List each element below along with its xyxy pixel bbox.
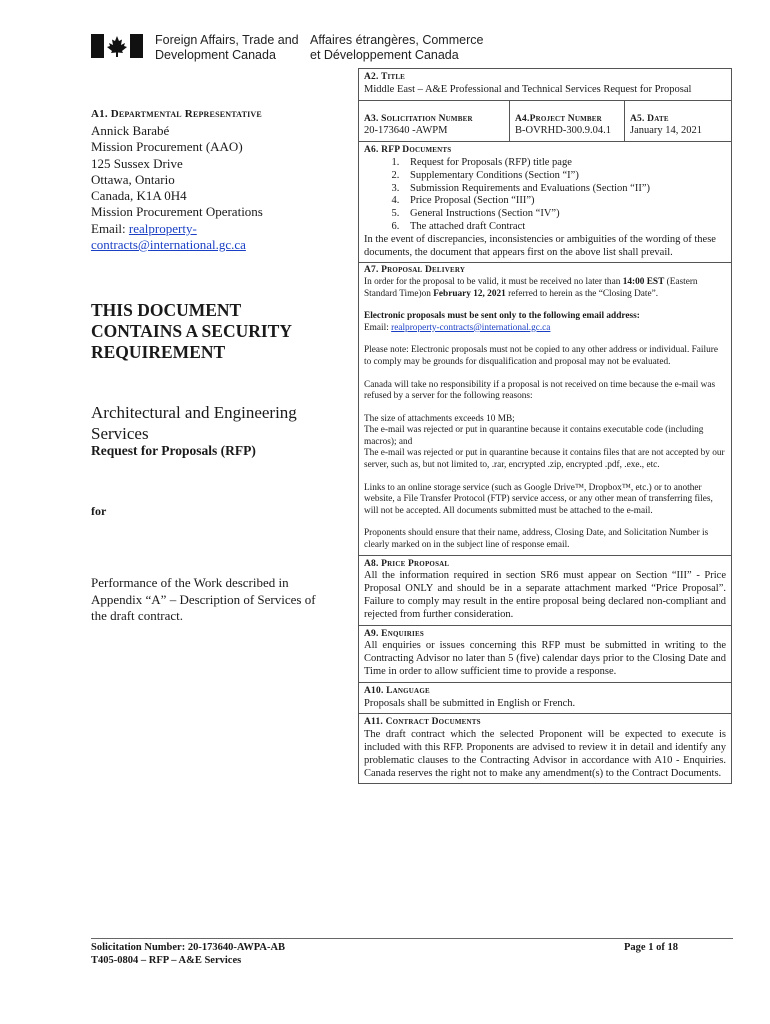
rfp-subtitle: Request for Proposals (RFP) bbox=[91, 443, 256, 458]
page-number: Page 1 of 18 bbox=[624, 942, 678, 953]
list-item: 5. General Instructions (Section “IV”) bbox=[402, 208, 726, 221]
department-name-fr: Affaires étrangères, Commerce et Développement Canada bbox=[310, 33, 484, 62]
price-proposal-cell bbox=[359, 555, 731, 625]
footer-solicitation: Solicitation Number: 20-173640-AWPA-AB T405-0804 – RFP – A&E Services bbox=[91, 942, 286, 966]
list-item: 3. Submission Requirements and Evaluations (Section “II”) bbox=[402, 183, 726, 196]
list-item: 6. The attached draft Contract bbox=[402, 221, 726, 234]
project-number-label: A4.Project Number bbox=[515, 113, 602, 124]
solicitation-row bbox=[359, 100, 731, 142]
responsibility-text: Canada will take no responsibility if a proposal is not received on time because the e-mail was refused by a server for the following reasons: bbox=[364, 379, 716, 402]
email-link-continued[interactable]: contracts@international.gc.ca bbox=[91, 237, 246, 253]
rejection-reason: The size of attachments exceeds 10 MB; bbox=[364, 413, 515, 424]
list-item: 2. Supplementary Conditions (Section “I”) bbox=[402, 170, 726, 183]
proposal-delivery-cell: A7. Proposal Delivery In order for the proposal to be valid, it must be received no later than 14:00 EST (Eastern Standard Time)on February 12, 2021 referred to herein as the “Closing Date”. Electronic proposals must be sent only to the following email address: Email: realproperty-contracts@international.gc.ca Please note: Electronic proposals must not be copied to any other address or individual. Failure to comply may be grounds for disqualification and proposal may not be evaluated. Canada will take no responsibility if a proposal is not received on time because the e-mail was refused by a server for the following reasons: The size of attachments exceeds 10 MB; The e-mail was rejected or put in quarantine because it contains executable code (including macros); and The e-mail was rejected or put in quarantine because it contains files that are not accepted by our server, such as, but not limited to, .rar, encrypted .zip, encrypted .pdf, .exe., etc. Links to an online storage service (such as Google Drive™, Dropbox™, etc.) or to another website, a File Transfer Protocol (FTP) service access, or any other mean of transferring files, will not be accepted. All documents submitted must be attached to the e-mail. Proponents should ensure that their name, address, Closing Date, and Solicitation Number is clearly marked on in the subject line of response email. bbox=[359, 262, 731, 554]
canada-flag-logo bbox=[91, 34, 143, 58]
enquiries-label: A9. Enquiries bbox=[364, 628, 424, 639]
contract-documents-value: The draft contract which the selected Proponent will be expected to execute is included with this RFP. Proponents are advised to review it in detail and identify any problematic clauses to the Contracting Advisor in accordance with A10 - Enquiries. Canada reserves the right not to make any amendment(s) to the Contract Documents. bbox=[364, 729, 726, 779]
performance-description: Performance of the Work described in Appendix “A” – Description of Services of the draft contract. bbox=[91, 575, 316, 623]
rejection-reason: The e-mail was rejected or put in quarantine because it contains files that are not accepted by our server, such as, but not limited to, .rar, encrypted .zip, encrypted .pdf, .exe., etc. bbox=[364, 448, 725, 471]
rfp-documents-cell bbox=[359, 141, 731, 262]
language-label: A10. Language bbox=[364, 685, 430, 696]
solicitation-number-label: A3. Solicitation Number bbox=[364, 113, 473, 124]
department-name-en: Foreign Affairs, Trade and Development Canada bbox=[155, 33, 299, 62]
solicitation-number-value: 20-173640 -AWPM bbox=[364, 125, 448, 137]
proposal-delivery-label: A7. Proposal Delivery bbox=[364, 265, 466, 276]
rejection-reason: The e-mail was rejected or put in quarantine because it contains executable code (including macros); and bbox=[364, 425, 704, 447]
electronic-proposal-instruction: Electronic proposals must be sent only to the following email address: bbox=[364, 311, 640, 322]
price-proposal-value: All the information required in section SR6 must appear on Section “III” - Price Proposal ONLY and should be in a separate attachment marked “Price Proposal”. Failure to comply may result in the entire proposal being declared non-compliant and rejected from further consideration. bbox=[364, 570, 726, 620]
services-title: Architectural and Engineering Services bbox=[91, 403, 297, 443]
title-label: A2. Title bbox=[364, 72, 406, 82]
delivery-deadline-text: In order for the proposal to be valid, it must be received no later than 14:00 EST (Eastern Standard Time)on February 12, 2021 referred to herein as the “Closing Date”. bbox=[364, 276, 698, 299]
date-label: A5. Date bbox=[630, 113, 669, 124]
language-cell bbox=[359, 682, 731, 714]
title-cell bbox=[359, 69, 731, 100]
rfp-info-table bbox=[358, 68, 732, 784]
links-not-accepted-text: Links to an online storage service (such as Google Drive™, Dropbox™, etc.) or to another website, a File Transfer Protocol (FTP) service access, or any other mean of transferring files, will not be accepted. All documents submitted must be attached to the e-mail. bbox=[364, 482, 713, 516]
language-value: Proposals shall be submitted in English or French. bbox=[364, 697, 576, 709]
contract-documents-cell bbox=[359, 713, 731, 783]
footer-divider bbox=[91, 938, 733, 939]
for-label: for bbox=[91, 504, 107, 518]
project-number-value: B-OVRHD-300.9.04.1 bbox=[515, 125, 611, 137]
title-value: Middle East – A&E Professional and Technical Services Request for Proposal bbox=[364, 83, 692, 95]
security-requirement-notice: THIS DOCUMENT CONTAINS A SECURITY REQUIREMENT bbox=[91, 300, 292, 362]
contract-documents-label: A11. Contract Documents bbox=[364, 717, 481, 728]
copy-warning-text: Please note: Electronic proposals must not be copied to any other address or individual. Failure to comply may be grounds for disqualification and proposal may not be evaluated. bbox=[364, 345, 718, 367]
rfp-documents-note: In the event of discrepancies, inconsistencies or ambiguities of the wording of these documents, the document that appears first on the above list shall prevail. bbox=[364, 233, 716, 258]
departmental-representative-heading: A1. Departmental Representative bbox=[91, 108, 262, 120]
departmental-representative-details: Annick Barabé Mission Procurement (AAO) 125 Sussex Drive Ottawa, Ontario Canada, K1A 0H4 Mission Procurement Operations Email: realproperty- contracts@international.gc.ca bbox=[91, 123, 263, 253]
subject-line-instruction: Proponents should ensure that their name, address, Closing Date, and Solicitation Number is clearly marked on in the subject line of response email. bbox=[364, 528, 709, 551]
list-item: 4. Price Proposal (Section “III”) bbox=[402, 195, 726, 208]
price-proposal-label: A8. Price Proposal bbox=[364, 558, 450, 569]
rfp-documents-label: A6. RFP Documents bbox=[364, 145, 452, 156]
date-value: January 14, 2021 bbox=[630, 125, 703, 137]
rfp-documents-list bbox=[364, 157, 726, 234]
submission-email-link[interactable]: realproperty-contracts@international.gc.ca bbox=[391, 322, 551, 333]
enquiries-value: All enquiries or issues concerning this RFP must be submitted in writing to the Contracting Advisor no later than 5 (five) calendar days prior to the Closing Date and Time in order to allow sufficient time to provide a response. bbox=[364, 640, 726, 678]
list-item: 1. Request for Proposals (RFP) title page bbox=[402, 157, 726, 170]
enquiries-cell bbox=[359, 625, 731, 682]
email-link[interactable]: realproperty- bbox=[128, 220, 197, 236]
